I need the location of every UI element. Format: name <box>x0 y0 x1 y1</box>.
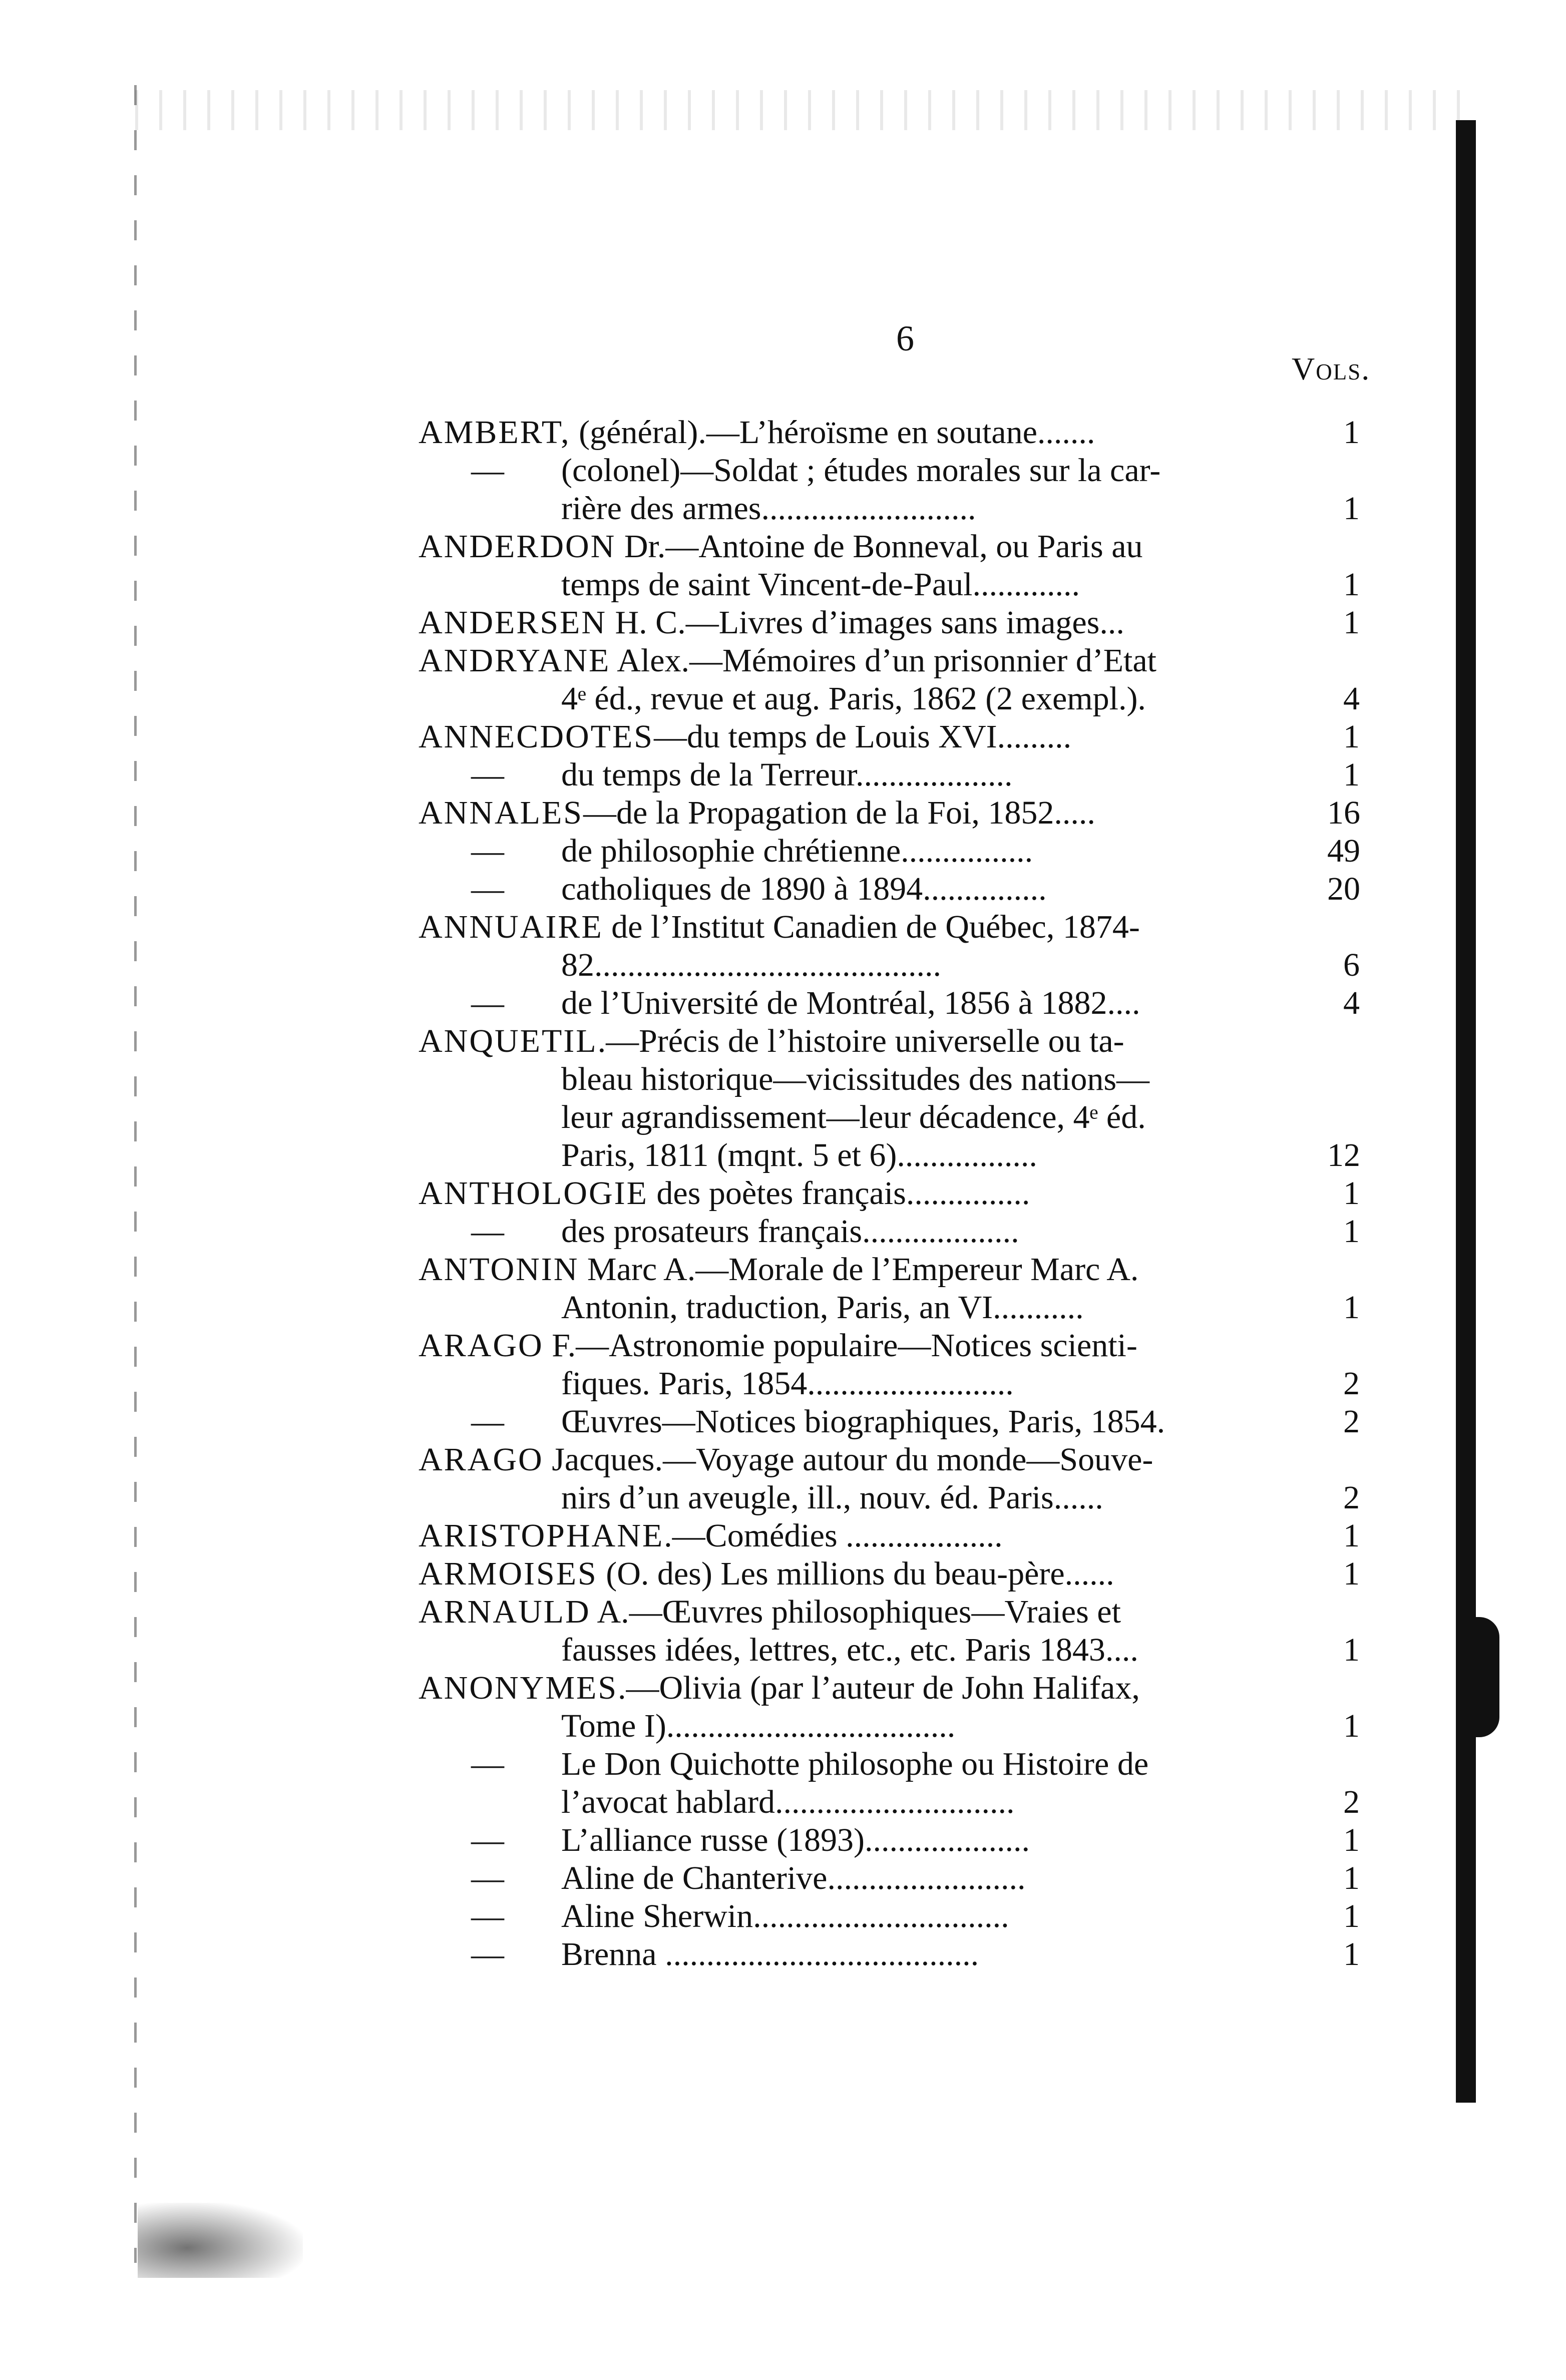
entry-author: ANONYMES <box>419 1670 618 1706</box>
catalogue-line <box>419 642 1360 680</box>
volume-count: 1 <box>1343 414 1360 451</box>
catalogue-line <box>419 1136 1360 1174</box>
volume-count: 1 <box>1343 490 1360 527</box>
entry-text <box>419 1022 1124 1060</box>
entry-text <box>419 1441 1153 1479</box>
entry-title: (O. des) Les millions du beau-père...... <box>597 1555 1114 1592</box>
entry-text: rière des armes.......................... <box>561 490 976 527</box>
entry-title: H. C.—Livres d’images sans images... <box>607 604 1124 641</box>
volume-count: 20 <box>1327 871 1360 907</box>
entry-text <box>419 794 1095 832</box>
entry-author: ANDERDON <box>419 528 616 565</box>
entry-text <box>419 1517 1003 1555</box>
catalogue-line <box>419 946 1360 984</box>
volume-count: 1 <box>1343 718 1360 755</box>
volume-count: 1 <box>1343 1213 1360 1250</box>
entry-author: ANNECDOTES <box>419 718 654 755</box>
entry-author: ANQUETIL <box>419 1023 598 1059</box>
entry-text: leur agrandissement—leur décadence, 4ᵉ éd. <box>561 1099 1146 1135</box>
catalogue-line <box>419 1707 1360 1745</box>
entry-title: Jacques.—Voyage autour du monde—Souve- <box>543 1441 1153 1478</box>
entry-title: F.—Astronomie populaire—Notices scienti- <box>543 1327 1137 1364</box>
entry-author: ANNUAIRE <box>419 909 603 945</box>
entry-text: Le Don Quichotte philosophe ou Histoire de <box>561 1746 1149 1782</box>
ditto-dash: — <box>471 871 504 907</box>
catalogue-line <box>419 604 1360 642</box>
entry-text <box>419 1327 1137 1365</box>
catalogue-line <box>419 1365 1360 1403</box>
volume-count: 1 <box>1343 1517 1360 1554</box>
page-tab-mark <box>1469 1617 1499 1737</box>
entry-text: de l’Université de Montréal, 1856 à 1882.... <box>561 985 1140 1021</box>
catalogue-line <box>419 1289 1360 1327</box>
catalogue-line <box>419 1897 1360 1935</box>
entry-text: fiques. Paris, 1854......................... <box>561 1365 1014 1402</box>
catalogue-line <box>419 1555 1360 1593</box>
ditto-dash: — <box>471 1936 504 1972</box>
volumes-column-header: Vols. <box>1292 351 1371 386</box>
catalogue-line <box>419 1593 1360 1631</box>
entry-text: Œuvres—Notices biographiques, Paris, 1854. <box>561 1403 1165 1440</box>
catalogue-line <box>419 718 1360 756</box>
ditto-dash: — <box>471 1213 504 1250</box>
catalogue-line <box>419 1859 1360 1897</box>
ditto-dash: — <box>471 756 504 793</box>
catalogue-line <box>419 832 1360 870</box>
catalogue-line <box>419 1441 1360 1479</box>
volume-count: 4 <box>1343 985 1360 1021</box>
left-binding-rule <box>134 85 137 2263</box>
entry-text <box>419 604 1124 642</box>
entry-title: —de la Propagation de la Foi, 1852..... <box>583 795 1095 831</box>
entry-text: (colonel)—Soldat ; études morales sur la car- <box>561 452 1161 489</box>
ditto-dash: — <box>471 985 504 1021</box>
entry-text: bleau historique—vicissitudes des nations— <box>561 1061 1150 1097</box>
catalogue-line <box>419 1022 1360 1060</box>
entry-title: .—Précis de l’histoire universelle ou ta- <box>597 1023 1124 1059</box>
catalogue-line <box>419 1251 1360 1289</box>
entry-author: ANTONIN <box>419 1251 579 1288</box>
volume-count: 2 <box>1343 1784 1360 1820</box>
entry-text <box>419 528 1143 566</box>
catalogue-line <box>419 528 1360 566</box>
entry-title: des poètes français............... <box>648 1175 1030 1212</box>
entry-author: ANNALES <box>419 795 583 831</box>
entry-author: ARAGO <box>419 1327 544 1364</box>
entry-text: Tome I)................................... <box>561 1708 956 1744</box>
catalogue-line <box>419 1821 1360 1859</box>
entry-text <box>419 908 1140 946</box>
entry-text: de philosophie chrétienne................ <box>561 833 1033 869</box>
entry-text: du temps de la Terreur................... <box>561 756 1013 793</box>
volume-count: 1 <box>1343 1289 1360 1326</box>
bottom-corner-smudge <box>138 2203 303 2278</box>
entry-author: ARAGO <box>419 1441 544 1478</box>
entry-title: A.—Œuvres philosophiques—Vraies et <box>590 1594 1121 1630</box>
entry-text: Brenna ...................................... <box>561 1936 979 1972</box>
volume-count: 1 <box>1343 1898 1360 1934</box>
catalogue-line <box>419 1935 1360 1973</box>
entry-text: 4ᵉ éd., revue et aug. Paris, 1862 (2 exempl.). <box>561 680 1146 717</box>
right-binding-bar <box>1456 120 1476 2103</box>
entry-title: .—Comédies ................... <box>664 1517 1003 1554</box>
ditto-dash: — <box>471 452 504 489</box>
catalogue-line <box>419 1403 1360 1441</box>
entry-author: ARMOISES <box>419 1555 598 1592</box>
entry-text <box>419 1593 1121 1631</box>
ditto-dash: — <box>471 1403 504 1440</box>
catalogue-line <box>419 1174 1360 1213</box>
catalogue-line <box>419 1783 1360 1821</box>
volume-count: 12 <box>1327 1137 1360 1173</box>
catalogue-line <box>419 1060 1360 1098</box>
volume-count: 1 <box>1343 1175 1360 1212</box>
ditto-dash: — <box>471 1746 504 1782</box>
entry-text <box>419 414 1095 452</box>
entry-author: AMBERT, <box>419 414 571 451</box>
catalogue-line <box>419 1213 1360 1251</box>
entry-text: Aline de Chanterive........................ <box>561 1860 1026 1896</box>
volume-count: 1 <box>1343 1708 1360 1744</box>
catalogue-line <box>419 794 1360 832</box>
catalogue-line <box>419 870 1360 908</box>
catalogue-line <box>419 1479 1360 1517</box>
volume-count: 49 <box>1327 833 1360 869</box>
catalogue-line <box>419 680 1360 718</box>
entry-author: ANDRYANE <box>419 642 611 679</box>
entry-text: temps de saint Vincent-de-Paul............. <box>561 566 1080 603</box>
entry-title: .—Olivia (par l’auteur de John Halifax, <box>618 1670 1140 1706</box>
entry-author: ANDERSEN <box>419 604 607 641</box>
volume-count: 1 <box>1343 1936 1360 1972</box>
top-print-specks <box>135 90 1467 130</box>
volume-count: 1 <box>1343 566 1360 603</box>
volume-count: 2 <box>1343 1403 1360 1440</box>
entry-author: ARISTOPHANE <box>419 1517 664 1554</box>
volume-count: 1 <box>1343 1860 1360 1896</box>
catalogue-line <box>419 984 1360 1022</box>
entry-author: ANTHOLOGIE <box>419 1175 648 1212</box>
entry-title: Alex.—Mémoires d’un prisonnier d’Etat <box>610 642 1156 679</box>
catalogue-line <box>419 1327 1360 1365</box>
entry-text: des prosateurs français................... <box>561 1213 1019 1250</box>
volume-count: 1 <box>1343 604 1360 641</box>
catalogue-line <box>419 1098 1360 1136</box>
entry-title: Dr.—Antoine de Bonneval, ou Paris au <box>616 528 1143 565</box>
volume-count: 4 <box>1343 680 1360 717</box>
catalogue-line <box>419 1631 1360 1669</box>
entry-text: fausses idées, lettres, etc., etc. Paris 1843.... <box>561 1632 1138 1668</box>
volume-count: 1 <box>1343 1555 1360 1592</box>
entry-text <box>419 1174 1030 1213</box>
entry-text: nirs d’un aveugle, ill., nouv. éd. Paris...... <box>561 1479 1103 1516</box>
catalogue-line <box>419 566 1360 604</box>
catalogue-line <box>419 1517 1360 1555</box>
entry-text: catholiques de 1890 à 1894............... <box>561 871 1047 907</box>
ditto-dash: — <box>471 1898 504 1934</box>
volume-count: 1 <box>1343 756 1360 793</box>
entry-text <box>419 642 1156 680</box>
volume-count: 2 <box>1343 1479 1360 1516</box>
catalogue-line <box>419 1669 1360 1707</box>
entry-text: 82.......................................... <box>561 947 941 983</box>
catalogue-entries <box>419 414 1360 1973</box>
volume-count: 2 <box>1343 1365 1360 1402</box>
catalogue-line <box>419 490 1360 528</box>
entry-title: Marc A.—Morale de l’Empereur Marc A. <box>579 1251 1139 1288</box>
entry-text <box>419 1669 1140 1707</box>
entry-title: de l’Institut Canadien de Québec, 1874- <box>603 909 1140 945</box>
ditto-dash: — <box>471 1860 504 1896</box>
page-number: 6 <box>896 318 914 358</box>
ditto-dash: — <box>471 1822 504 1858</box>
catalogue-line <box>419 414 1360 452</box>
entry-title: —du temps de Louis XVI......... <box>654 718 1072 755</box>
volume-count: 1 <box>1343 1822 1360 1858</box>
ditto-dash: — <box>471 833 504 869</box>
entry-text <box>419 718 1071 756</box>
entry-text: Paris, 1811 (mqnt. 5 et 6)................. <box>561 1137 1037 1173</box>
catalogue-line <box>419 452 1360 490</box>
entry-text <box>419 1555 1114 1593</box>
catalogue-line <box>419 908 1360 946</box>
volume-count: 1 <box>1343 1632 1360 1668</box>
entry-text: l’avocat hablard............................. <box>561 1784 1015 1820</box>
entry-text: L’alliance russe (1893).................... <box>561 1822 1030 1858</box>
entry-text <box>419 1251 1138 1289</box>
volume-count: 16 <box>1327 795 1360 831</box>
volume-count: 6 <box>1343 947 1360 983</box>
entry-title: (général).—L’héroïsme en soutane....... <box>570 414 1095 451</box>
entry-author: ARNAULD <box>419 1594 591 1630</box>
catalogue-line <box>419 1745 1360 1783</box>
entry-text: Antonin, traduction, Paris, an VI........... <box>561 1289 1084 1326</box>
catalogue-line <box>419 756 1360 794</box>
entry-text: Aline Sherwin............................... <box>561 1898 1009 1934</box>
